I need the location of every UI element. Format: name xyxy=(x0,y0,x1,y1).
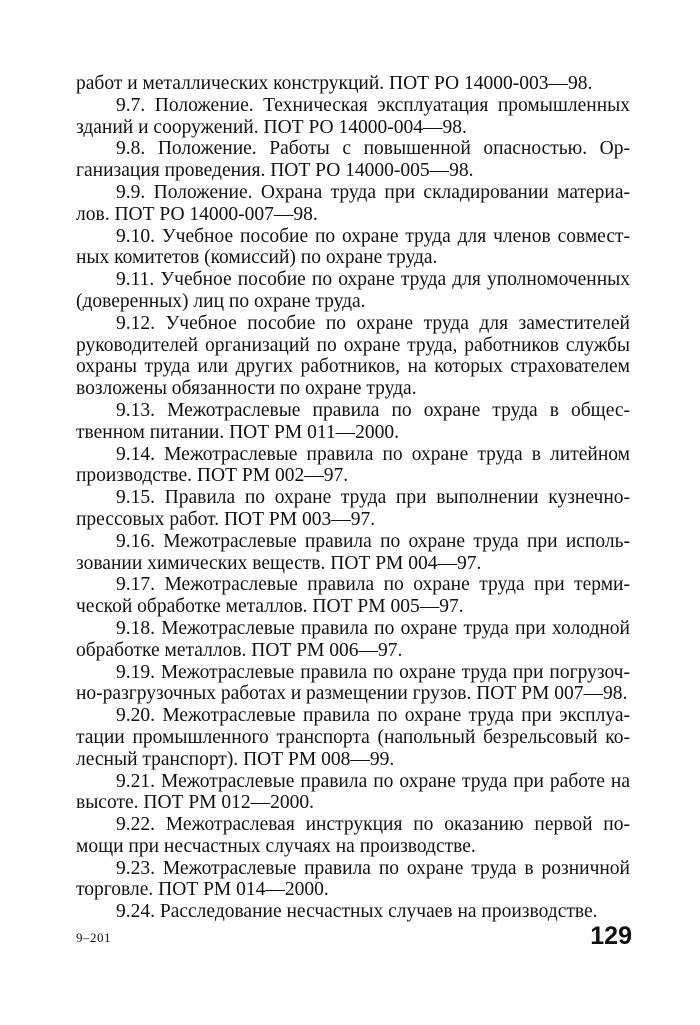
list-item-9-12: 9.12. Учебное пособие по охране труда для заместителей руководителей организаций по охране труда, работников службы охраны труда или других работников, на которых страхователем возложены обязанности по охране труда. xyxy=(76,312,630,400)
list-item-9-18: 9.18. Межотраслевые правила по охране труда при холодной обработке металлов. ПОТ РМ 006—97. xyxy=(76,617,630,661)
list-item-9-13: 9.13. Межотраслевые правила по охране труда в общественном питании. ПОТ РМ 011—2000. xyxy=(76,399,630,443)
printer-signature: 9–201 xyxy=(76,930,111,945)
list-item-9-22: 9.22. Межотраслевая инструкция по оказанию первой помощи при несчастных случаях на производстве. xyxy=(76,814,630,857)
paragraph-continuation: работ и металлических конструкций. ПОТ РО 14000-003—98. xyxy=(76,73,593,94)
list-item-9-7: 9.7. Положение. Техническая эксплуатация промышленных зданий и сооружений. ПОТ РО 14000-004—98. xyxy=(76,94,630,138)
list-item-9-16: 9.16. Межотраслевые правила по охране труда при использовании химических веществ. ПОТ РМ 004—97. xyxy=(76,530,630,574)
list-item-9-14: 9.14. Межотраслевые правила по охране труда в литейном производстве. ПОТ РМ 002—97. xyxy=(76,443,630,487)
list-item-9-9: 9.9. Положение. Охрана труда при складировании материалов. ПОТ РО 14000-007—98. xyxy=(76,181,630,225)
list-item-9-11: 9.11. Учебное пособие по охране труда для уполномоченных (доверенных) лиц по охране труда. xyxy=(76,269,630,312)
page-number: 129 xyxy=(590,922,632,950)
list-item-9-19: 9.19. Межотраслевые правила по охране труда при погрузочно-разгрузочных работах и размещении грузов. ПОТ РМ 007—98. xyxy=(76,661,630,705)
list-item-9-24: 9.24. Расследование несчастных случаев на производстве. xyxy=(116,901,598,923)
list-item-9-21: 9.21. Межотраслевые правила по охране труда при работе на высоте. ПОТ РМ 012—2000. xyxy=(76,770,630,814)
list-item-9-10: 9.10. Учебное пособие по охране труда для членов совместных комитетов (комиссий) по охране труда. xyxy=(76,225,630,269)
body-text xyxy=(76,73,630,923)
list-item-9-23: 9.23. Межотраслевые правила по охране труда в розничной торговле. ПОТ РМ 014—2000. xyxy=(76,857,630,901)
list-item-9-17: 9.17. Межотраслевые правила по охране труда при термической обработке металлов. ПОТ РМ 005—97. xyxy=(76,574,630,618)
list-item-9-20: 9.20. Межотраслевые правила по охране труда при эксплуатации промышленного транспорта (напольный безрельсовый колесный транспорт). ПОТ РМ 008—99. xyxy=(76,705,630,770)
list-item-9-15: 9.15. Правила по охране труда при выполнении кузнечно-прессовых работ. ПОТ РМ 003—97. xyxy=(76,487,630,530)
list-item-9-8: 9.8. Положение. Работы с повышенной опасностью. Организация проведения. ПОТ РО 14000-005—98. xyxy=(76,138,630,182)
